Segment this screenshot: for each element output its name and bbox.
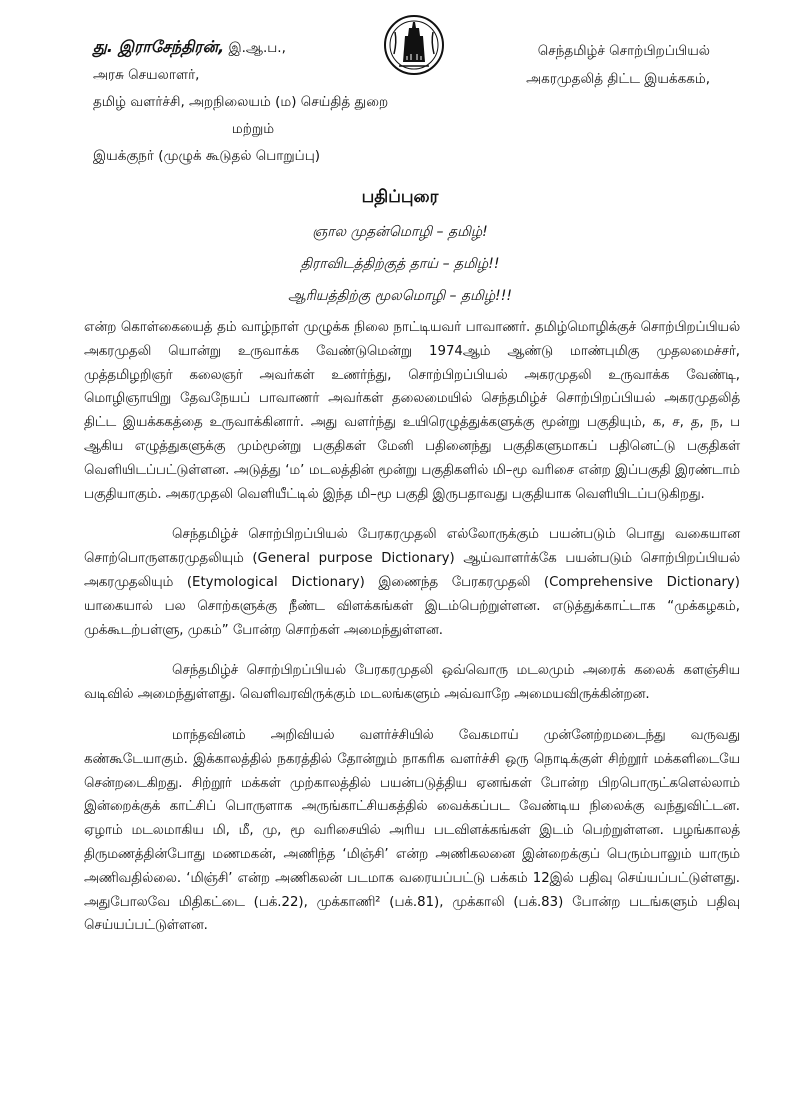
paragraph-4: மாந்தவினம் அறிவியல் வளர்ச்சியில் வேகமாய் முன்னேற்றமடைந்து வருவது கண்கூடேயாகும். இக்காலத்தில் நகரத்தில் தோன்றும் நாகரிக வளர்ச்சி ஒரு நொடிக்குள் சிற்றூர் மக்களிடையே சென்றடைகிறது. சிற்றூர் மக்கள் முற்காலத்தில் பயன்படுத்திய ஏனங்கள் போன்ற பிறபொருட்களெல்லாம் இன்றைக்குக் காட்சிப் பொருளாக அருங்காட்சியகத்தில் வைக்கப்பட வேண்டிய நிலைக்கு வந்துவிட்டன. ஏழாம் மடலமாகிய மி, மீ, மு, மூ வரிசையில் அரிய படவிளக்கங்கள் இடம் பெற்றுள்ளன. பழங்காலத் திருமணத்தின்போது மணமகன், அணிந்த ‘மிஞ்சி’ என்ற அணிகலனை இன்றைக்குப் பெரும்பாலும் யாரும் அணிவதில்லை. ‘மிஞ்சி’ என்ற அணிகலன் படமாக வரையப்பட்டு பக்கம் 12இல் பதிவு செய்யப்பட்டுள்ளது. அதுபோலவே மிதிகட்டை (பக்.22), முக்காணி² (பக்.81), முக்காலி (பக்.83) போன்ற படங்களும் பதிவு செய்யப்பட்டுள்ளன.: [84, 727, 740, 934]
paragraph-1: என்ற கொள்கையைத் தம் வாழ்நாள் முழுக்க நிலை நாட்டியவர் பாவாணர். தமிழ்மொழிக்குச் சொற்பிறப்பியல் அகரமுதலி யொன்று உருவாக்க வேண்டுமென்று 1974ஆம் ஆண்டு மாண்புமிகு முதலமைச்சர், முத்தமிழறிஞர் கலைஞர் அவர்கள் உணர்ந்து, சொற்பிறப்பியல் அகரமுதலி உருவாக்க வேண்டி, மொழிஞாயிறு தேவநேயப் பாவாணர் அவர்கள் தலைமையில் செந்தமிழ்ச் சொற்பிறப்பியல் அகரமுதலித் திட்ட இயக்ககத்தை உருவாக்கினார். அது வளர்ந்து உயிரெழுத்துக்களுக்கு மூன்று பகுதியும், க, ச, த, ந, ப ஆகிய எழுத்துகளுக்கு மும்மூன்று பகுதிகள் மேனி பதினைந்து பகுதிகளுமாகப் பதினெட்டு பகுதிகள் வெளியிடப்பட்டுள்ளன. அடுத்து ‘ம’ மடலத்தின் மூன்று பகுதிகளில் மி–மூ வரிசை என்ற இப்பகுதி இரண்டாம் பகுதியாகும். அகரமுதலி வெளியீட்டில் இந்த மி–மூ பகுதி இருபதாவது பகுதியாக வெளியிடப்படுகிறது.: [84, 320, 741, 502]
body-text: [84, 316, 740, 955]
sender-qualification: இ.ஆ.ப.,: [228, 40, 286, 56]
sender-name: து. இராசேந்திரன்,: [93, 37, 225, 56]
quote-block: [0, 222, 800, 318]
quote-line-1: ஞால முதன்மொழி – தமிழ்!: [312, 224, 488, 240]
sender-designation: அரசு செயலாளர்,: [93, 67, 200, 83]
sender-conjunction: மற்றும்: [231, 121, 275, 137]
paragraph-2: செந்தமிழ்ச் சொற்பிறப்பியல் பேரகரமுதலி எல்லோருக்கும் பயன்படும் பொது வகையான சொற்பொருளகரமுதலியும் (General purpose Dictionary) ஆய்வாளர்க்கே பயன்படும் சொற்பிறப்பியல் அகரமுதலியும் (Etymological Dictionary) இணைந்த பேரகரமுதலி (Comprehensive Dictionary) யாகையால் பல சொற்களுக்கு நீண்ட விளக்கங்கள் இடம்பெற்றுள்ளன. எடுத்துக்காட்டாக “முக்கழகம், முக்கூடற்பள்ளு, முகம்” போன்ற சொற்கள் அமைந்துள்ளன.: [84, 527, 740, 638]
paragraph-3: செந்தமிழ்ச் சொற்பிறப்பியல் பேரகரமுதலி ஒவ்வொரு மடலமும் அரைக் கலைக் களஞ்சிய வடிவில் அமைந்துள்ளது. வெளிவரவிருக்கும் மடலங்களும் அவ்வாறே அமையவிருக்கின்றன.: [84, 663, 740, 703]
sender-department: தமிழ் வளர்ச்சி, அறநிலையம் (ம) செய்தித் துறை: [93, 94, 389, 110]
sender-name-line: [93, 38, 423, 57]
quote-line-3: ஆரியத்திற்கு மூலமொழி – தமிழ்!!!: [288, 288, 512, 304]
quote-line-2: திராவிடத்திற்குத் தாய் – தமிழ்!!: [300, 256, 500, 272]
directorate-block: [470, 42, 710, 98]
directorate-line-2: அகரமுதலித் திட்ட இயக்ககம்,: [526, 71, 710, 87]
sender-block: [93, 38, 423, 174]
tamil-nadu-temple-emblem-icon: [381, 14, 447, 76]
directorate-line-1: செந்தமிழ்ச் சொற்பிறப்பியல்: [537, 43, 710, 59]
page-title: பதிப்புரை: [361, 187, 439, 207]
sender-additional-role: இயக்குநர் (முழுக் கூடுதல் பொறுப்பு): [93, 148, 321, 164]
